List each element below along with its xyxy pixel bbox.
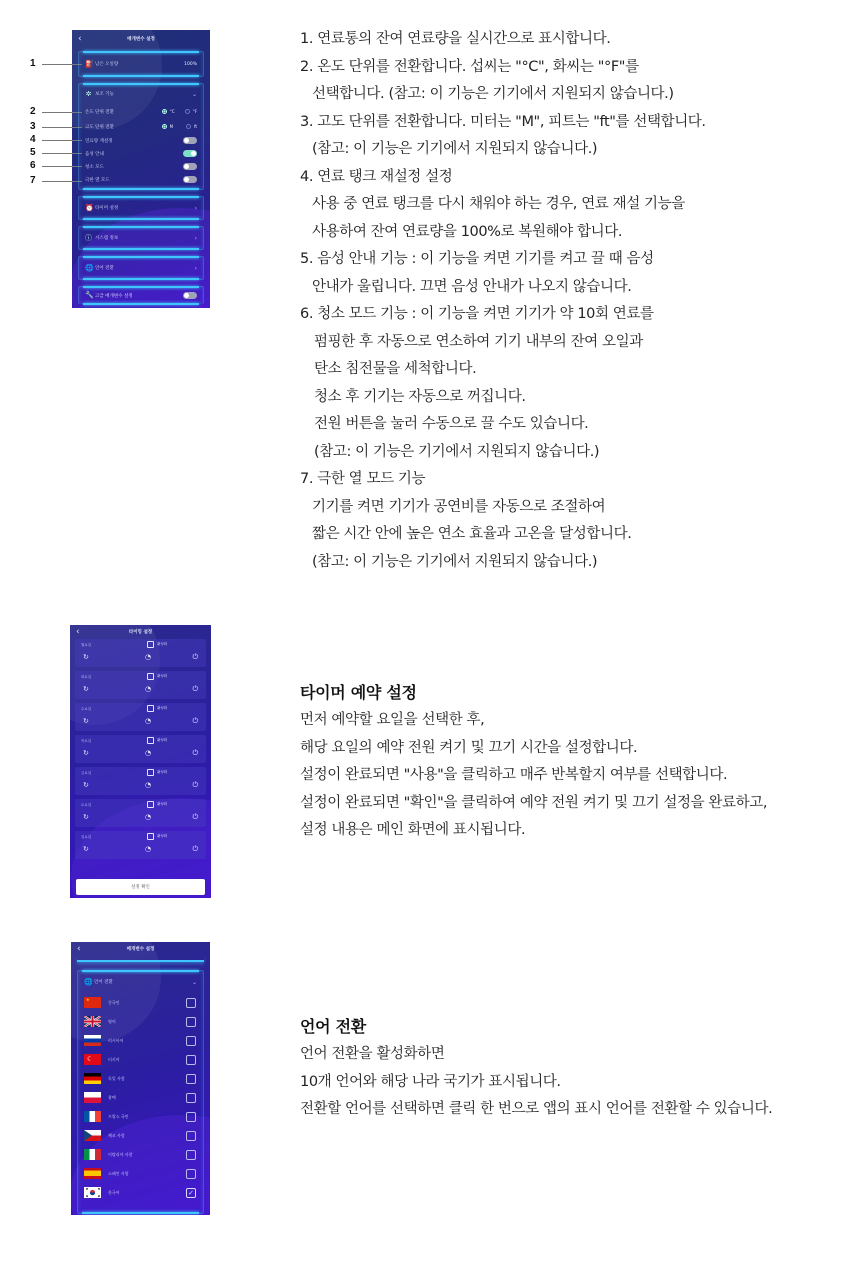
alt-meter-radio[interactable]: M — [162, 124, 173, 129]
power-off-icon[interactable]: ⏻ — [192, 653, 198, 661]
fuel-reset-toggle[interactable] — [183, 137, 197, 144]
menu-timer[interactable] — [78, 196, 204, 220]
timer-description — [300, 679, 767, 845]
language-checkbox[interactable] — [186, 998, 196, 1008]
remaining-oil-label: 남은 오일량 — [95, 62, 119, 67]
desc-line: 언어 전환을 활성화하면 — [300, 1046, 445, 1062]
language-screen — [71, 942, 210, 1215]
language-option-korean[interactable]: 한국어 ✓ — [78, 1183, 203, 1202]
enable-label: 활성화 — [157, 642, 168, 646]
menu-language[interactable] — [78, 256, 204, 280]
day-name: 수요일 — [81, 707, 92, 711]
desc-line: 설정이 완료되면 "확인"을 클릭하여 예약 전원 켜기 및 끄기 설정을 완료하고, — [300, 794, 768, 811]
advanced-settings-label: 고급 매개변수 설정 — [95, 293, 133, 299]
advanced-settings-row — [78, 286, 204, 304]
enable-label: 활성화 — [157, 802, 168, 806]
extreme-heat-label: 극한 열 모드 — [85, 177, 110, 183]
language-checkbox[interactable] — [186, 1169, 196, 1179]
day-name: 금요일 — [81, 771, 92, 775]
callout-2: 2 — [30, 106, 36, 117]
enable-checkbox[interactable] — [147, 801, 154, 808]
language-checkbox[interactable] — [186, 1017, 196, 1027]
callout-5: 5 — [30, 147, 36, 158]
fuel-gauge-icon: ⛽ — [85, 59, 94, 68]
desc-line: 1. 연료통의 잔여 연료량을 실시간으로 표시합니다. — [300, 31, 611, 47]
callout-3: 3 — [30, 121, 36, 132]
repeat-icon[interactable]: ↻ — [83, 845, 89, 853]
language-checkbox[interactable] — [186, 1150, 196, 1160]
menu-timer-label: 타이머 설정 — [95, 206, 119, 211]
menu-system-info-label: 시스템 정보 — [95, 236, 119, 241]
alarm-clock-icon: ⏰ — [85, 203, 94, 212]
language-description — [300, 1013, 772, 1124]
flag-china-icon: ★ — [84, 997, 101, 1008]
desc-line: 해당 요일의 예약 전원 켜기 및 끄기 시간을 설정합니다. — [300, 739, 638, 756]
alt-unit-row — [79, 119, 203, 134]
language-checkbox[interactable] — [186, 1074, 196, 1084]
desc-line: 3. 고도 단위를 전환합니다. 미터는 "M", 피트는 "ft"를 선택합니다. — [300, 113, 706, 130]
timer-header — [70, 625, 211, 639]
language-option-turkish[interactable]: ☾ 터키어 — [78, 1050, 203, 1069]
desc-line: (참고: 이 기능은 기기에서 지원되지 않습니다.) — [314, 443, 600, 460]
cleaning-mode-row — [79, 160, 203, 173]
language-checkbox[interactable] — [186, 1093, 196, 1103]
day-name: 월요일 — [81, 643, 92, 647]
language-section-header[interactable] — [78, 971, 203, 993]
language-option-czech[interactable]: 체코 사람 — [78, 1126, 203, 1145]
repeat-icon[interactable]: ↻ — [83, 717, 89, 725]
language-checkbox[interactable] — [186, 1131, 196, 1141]
language-heading: 언어 전환 — [300, 1017, 366, 1036]
language-option-german[interactable]: 독일 사람 — [78, 1069, 203, 1088]
aux-functions-card — [78, 83, 204, 190]
temp-unit-row — [79, 104, 203, 119]
repeat-icon[interactable]: ↻ — [83, 653, 89, 661]
flag-uk-icon — [84, 1016, 101, 1027]
desc-line: 사용 중 연료 탱크를 다시 채워야 하는 경우, 연료 재설 기능을 — [312, 196, 685, 212]
enable-label: 활성화 — [157, 738, 168, 742]
power-off-icon[interactable]: ⏻ — [192, 717, 198, 725]
previous-card-edge — [77, 956, 204, 962]
language-option-chinese[interactable]: ★ 중국인 — [78, 993, 203, 1012]
callout-line-1 — [42, 64, 82, 65]
feature-descriptions — [300, 26, 706, 576]
callout-line-6 — [42, 166, 82, 167]
callout-line-4 — [42, 140, 82, 141]
day-card-wednesday[interactable] — [75, 703, 206, 731]
day-card-tuesday[interactable] — [75, 671, 206, 699]
desc-line: 5. 음성 안내 기능 : 이 기능을 켜면 기기를 켜고 끌 때 음성 — [300, 251, 654, 267]
remaining-oil-value: 100% — [184, 61, 197, 67]
alt-feet-radio[interactable]: ft — [186, 124, 197, 129]
extreme-heat-toggle[interactable] — [183, 176, 197, 183]
clock-icon[interactable]: ◔ — [145, 781, 152, 789]
day-name: 일요일 — [81, 835, 92, 839]
desc-line: 펌핑한 후 자동으로 연소하여 기기 내부의 잔여 오일과 — [314, 333, 643, 350]
chevron-down-icon: ⌄ — [191, 90, 197, 98]
flag-germany-icon — [84, 1073, 101, 1084]
menu-language-label: 언어 전환 — [95, 266, 114, 271]
clock-icon[interactable]: ◔ — [145, 845, 152, 853]
language-header — [71, 942, 210, 956]
desc-line: 전원 버튼을 눌러 수동으로 끌 수도 있습니다. — [314, 416, 589, 432]
language-card — [77, 970, 204, 1214]
desc-line: 설정이 완료되면 "사용"을 클릭하고 매주 반복할지 여부를 선택합니다. — [300, 767, 728, 783]
language-option-french[interactable]: 프랑스 국민 — [78, 1107, 203, 1126]
power-off-icon[interactable]: ⏻ — [192, 845, 198, 853]
desc-line: 먼저 예약할 요일을 선택한 후, — [300, 712, 485, 728]
flag-turkey-icon: ☾ — [84, 1054, 101, 1065]
flag-korea-icon — [84, 1187, 101, 1198]
callout-4: 4 — [30, 134, 36, 145]
flag-czech-icon — [84, 1130, 101, 1141]
aux-functions-header[interactable] — [79, 84, 203, 104]
day-card-thursday[interactable] — [75, 735, 206, 763]
day-card-monday[interactable] — [75, 639, 206, 667]
enable-checkbox[interactable] — [147, 833, 154, 840]
temp-celsius-radio[interactable]: °C — [162, 109, 175, 114]
flag-russia-icon — [84, 1035, 101, 1046]
callout-1: 1 — [30, 58, 36, 69]
flag-france-icon — [84, 1111, 101, 1122]
screen-title: 매개변수 설정 — [127, 37, 155, 42]
extreme-heat-row — [79, 173, 203, 186]
wrench-icon: 🔧 — [85, 291, 94, 299]
power-off-icon[interactable]: ⏻ — [192, 813, 198, 821]
globe-icon: 🌐 — [85, 263, 94, 272]
chevron-left-icon[interactable]: ‹ — [77, 944, 81, 954]
power-off-icon[interactable]: ⏻ — [192, 749, 198, 757]
enable-checkbox[interactable] — [147, 641, 154, 648]
language-checkbox-checked[interactable]: ✓ — [186, 1188, 196, 1198]
language-checkbox[interactable] — [186, 1036, 196, 1046]
enable-label: 활성화 — [157, 834, 168, 838]
repeat-icon[interactable]: ↻ — [83, 781, 89, 789]
flag-italy-icon — [84, 1149, 101, 1160]
desc-line: 전환할 언어를 선택하면 클릭 한 번으로 앱의 표시 언어를 전환할 수 있습니다. — [300, 1101, 773, 1117]
desc-line: 선택합니다. (참고: 이 기능은 기기에서 지원되지 않습니다.) — [312, 86, 674, 102]
fuel-reset-row — [79, 134, 203, 147]
desc-line: 사용하여 잔여 연료량을 100%로 복원해야 합니다. — [312, 223, 623, 240]
day-name: 화요일 — [81, 675, 92, 679]
chevron-left-icon[interactable]: ‹ — [78, 34, 82, 44]
confirm-settings-button[interactable]: 설정 확인 — [76, 879, 205, 895]
day-card-friday[interactable] — [75, 767, 206, 795]
clock-icon[interactable]: ◔ — [145, 717, 152, 725]
enable-checkbox[interactable] — [147, 769, 154, 776]
cleaning-mode-toggle[interactable] — [183, 163, 197, 170]
repeat-icon[interactable]: ↻ — [83, 813, 89, 821]
desc-line: 6. 청소 모드 기능 : 이 기능을 켜면 기기가 약 10회 연료를 — [300, 306, 654, 322]
chevron-right-icon: › — [194, 264, 197, 272]
info-icon: ⓘ — [85, 233, 92, 242]
voice-guide-toggle[interactable] — [183, 150, 197, 157]
desc-line: 탄소 침전물을 세척합니다. — [314, 361, 477, 377]
desc-line: 10개 언어와 해당 나라 국기가 표시됩니다. — [300, 1073, 561, 1090]
desc-line: 설정 내용은 메인 화면에 표시됩니다. — [300, 822, 526, 838]
aux-function-icon: ✲ — [85, 89, 92, 98]
day-card-saturday[interactable] — [75, 799, 206, 827]
chevron-right-icon: › — [194, 234, 197, 242]
desc-line: 청소 후 기기는 자동으로 꺼집니다. — [314, 388, 526, 405]
desc-line: 2. 온도 단위를 전환합니다. 섭씨는 "°C", 화씨는 "°F"를 — [300, 58, 639, 75]
desc-line: (참고: 이 기능은 기기에서 지원되지 않습니다.) — [312, 141, 598, 157]
clock-icon[interactable]: ◔ — [145, 653, 152, 661]
language-option-spanish[interactable]: 스페인 사람 — [78, 1164, 203, 1183]
enable-checkbox[interactable] — [147, 705, 154, 712]
language-option-russian[interactable]: 러시아어 — [78, 1031, 203, 1050]
callout-line-7 — [42, 181, 82, 182]
enable-checkbox[interactable] — [147, 673, 154, 680]
language-checkbox[interactable] — [186, 1055, 196, 1065]
chevron-down-icon: ⌄ — [191, 978, 197, 986]
chevron-left-icon[interactable]: ‹ — [76, 627, 80, 637]
enable-label: 활성화 — [157, 706, 168, 710]
enable-checkbox[interactable] — [147, 737, 154, 744]
fuel-reset-label: 연료량 재설정 — [85, 138, 113, 144]
power-off-icon[interactable]: ⏻ — [192, 781, 198, 789]
language-option-english[interactable]: 영어 — [78, 1012, 203, 1031]
callout-line-3 — [42, 127, 82, 128]
temp-fahrenheit-radio[interactable]: °F — [185, 109, 197, 114]
alt-unit-label: 고도 단위 전환 — [85, 124, 114, 130]
day-card-sunday[interactable] — [75, 831, 206, 859]
timer-screen — [70, 625, 211, 898]
flag-spain-icon — [84, 1168, 101, 1179]
desc-line: 7. 극한 열 모드 기능 — [300, 471, 426, 487]
enable-label: 활성화 — [157, 770, 168, 774]
day-name: 토요일 — [81, 803, 92, 807]
menu-system-info[interactable] — [78, 226, 204, 250]
timer-heading: 타이머 예약 설정 — [300, 683, 417, 702]
language-option-italian[interactable]: 이탈리아 사람 — [78, 1145, 203, 1164]
callout-7: 7 — [30, 175, 36, 186]
callout-6: 6 — [30, 160, 36, 171]
repeat-icon[interactable]: ↻ — [83, 749, 89, 757]
cleaning-mode-label: 청소 모드 — [85, 164, 104, 170]
aux-functions-label: 보조 기능 — [95, 92, 114, 97]
screen-title: 타이밍 설정 — [128, 630, 153, 635]
callout-line-5 — [42, 153, 82, 154]
clock-icon[interactable]: ◔ — [145, 749, 152, 757]
clock-icon[interactable]: ◔ — [145, 813, 152, 821]
desc-line: 기기를 켜면 기기가 공연비를 자동으로 조절하여 — [312, 498, 606, 515]
temp-unit-label: 온도 단위 전환 — [85, 109, 114, 115]
voice-guide-row — [79, 147, 203, 160]
enable-label: 활성화 — [157, 674, 168, 678]
language-checkbox[interactable] — [186, 1112, 196, 1122]
chevron-right-icon: › — [194, 204, 197, 212]
language-section-label: 언어 전환 — [94, 980, 113, 985]
settings-header — [72, 30, 210, 48]
desc-line: 4. 연료 탱크 재설정 설정 — [300, 168, 453, 185]
language-option-polish[interactable]: 광택 — [78, 1088, 203, 1107]
flag-poland-icon — [84, 1092, 101, 1103]
clock-icon[interactable]: ◔ — [145, 685, 152, 693]
voice-guide-label: 음성 안내 — [85, 151, 104, 157]
power-off-icon[interactable]: ⏻ — [192, 685, 198, 693]
desc-line: 안내가 울립니다. 끄면 음성 안내가 나오지 않습니다. — [312, 278, 632, 295]
repeat-icon[interactable]: ↻ — [83, 685, 89, 693]
day-name: 목요일 — [81, 739, 92, 743]
desc-line: (참고: 이 기능은 기기에서 지원되지 않습니다.) — [312, 553, 598, 570]
advanced-settings-toggle[interactable] — [183, 292, 197, 299]
desc-line: 짧은 시간 안에 높은 연소 효율과 고온을 달성합니다. — [312, 526, 632, 542]
remaining-oil-card — [78, 51, 204, 77]
callout-line-2 — [42, 112, 82, 113]
globe-icon: 🌐 — [84, 977, 93, 986]
settings-screen — [72, 30, 210, 308]
screen-title: 매개변수 설정 — [126, 947, 155, 952]
